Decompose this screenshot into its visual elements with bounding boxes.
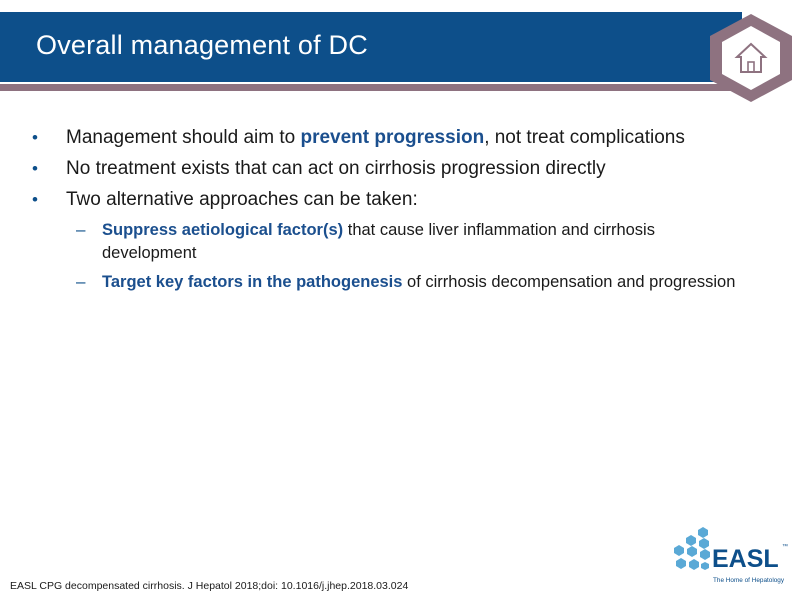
easl-logo: [668, 524, 792, 588]
sub-bullet-item: [30, 271, 750, 294]
sub-bullet-text: that cause liver inflammation and cirrhosis development: [102, 221, 655, 262]
sub-bullet-item: [30, 219, 750, 265]
bullet-marker: •: [32, 159, 38, 178]
logo-trademark: ™: [782, 544, 788, 550]
home-button[interactable]: [706, 12, 796, 104]
sub-bullet-marker: –: [76, 220, 86, 239]
sub-bullet-marker: –: [76, 272, 86, 291]
bullet-highlight: prevent progression: [300, 127, 485, 148]
bullet-text: No treatment exists that can act on cirrhosis progression directly: [66, 158, 606, 179]
bullet-list: [30, 124, 750, 294]
sub-bullet-text: of cirrhosis decompensation and progression: [402, 273, 736, 291]
bullet-text: , not treat complications: [484, 127, 685, 148]
home-icon: [706, 12, 796, 104]
bullet-item: [30, 155, 750, 182]
slide-title: Overall management of DC: [36, 30, 368, 60]
bullet-marker: •: [32, 128, 38, 147]
bullet-marker: •: [32, 190, 38, 209]
bullet-text: Management should aim to: [66, 127, 301, 148]
header-stripe: [0, 84, 760, 91]
citation-footer: EASL CPG decompensated cirrhosis. J Hepatol 2018;doi: 10.1016/j.jhep.2018.03.024: [10, 580, 409, 592]
logo-tagline: The Home of Hepatology: [713, 577, 785, 584]
logo-wordmark: EASL: [712, 545, 779, 573]
sub-bullet-highlight: Target key factors in the pathogenesis: [102, 273, 403, 291]
logo-hexagon-cluster-icon: [674, 527, 710, 570]
bullet-item: [30, 124, 750, 151]
bullet-item: [30, 186, 750, 213]
bullet-text: Two alternative approaches can be taken:: [66, 189, 418, 210]
sub-bullet-highlight: Suppress aetiological factor(s): [102, 221, 344, 239]
